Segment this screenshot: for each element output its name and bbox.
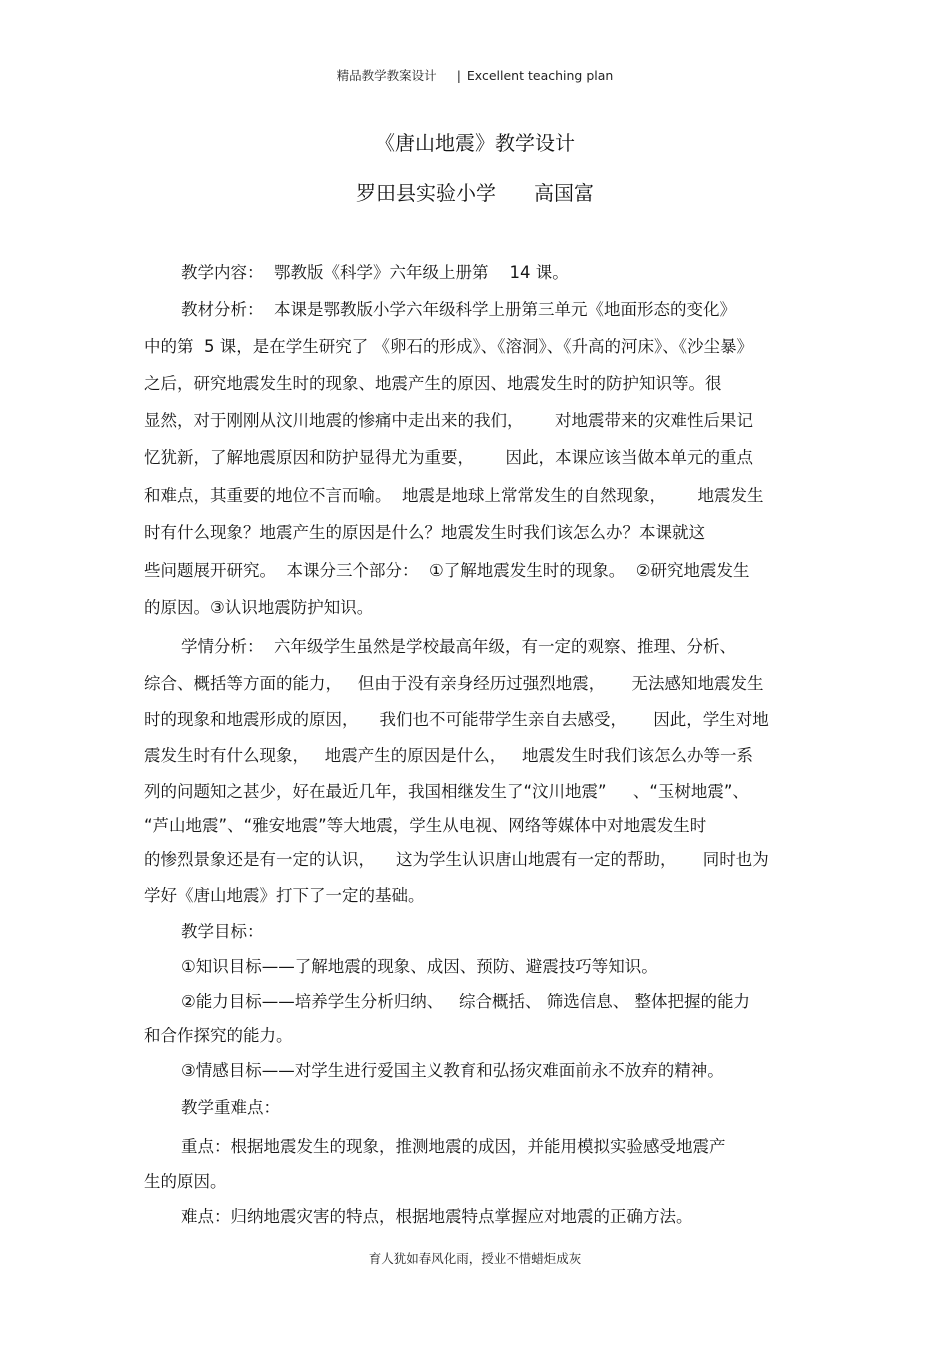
teaching-goals-heading: 教学目标： (181, 922, 264, 941)
body-line: 的惨烈景象还是有一定的认识， 这为学生认识唐山地震有一定的帮助， 同时也为 (144, 850, 769, 869)
body-line: 震发生时有什么现象， 地震产生的原因是什么， 地震发生时我们该怎么办等一系 (144, 746, 753, 765)
body-line: 中的第 5 课，是在学生研究了 《卵石的形成》、《溶洞》、《升高的河床》、《沙尘暴》 (144, 337, 753, 356)
body-line: 时的现象和地震形成的原因， 我们也不可能带学生亲自去感受， 因此，学生对地 (144, 710, 769, 729)
header-right-text: Excellent teaching plan (466, 68, 614, 83)
body-line: 显然，对于刚刚从汶川地震的惨痛中走出来的我们， 对地震带来的灾难性后果记 (144, 411, 753, 430)
material-analysis-line: 教材分析： 本课是鄂教版小学六年级科学上册第三单元《地面形态的变化》 (181, 300, 736, 319)
header-separator: | (456, 68, 461, 83)
page-header (0, 66, 950, 84)
body-line: 学好《唐山地震》打下了一定的基础。 (144, 886, 425, 905)
goal-emotion: ③情感目标——对学生进行爱国主义教育和弘扬灾难面前永不放弃的精神。 (181, 1061, 724, 1080)
student-analysis-line: 学情分析： 六年级学生虽然是学校最高年级，有一定的观察、推理、分析、 (181, 637, 736, 656)
body-line: 列的问题知之甚少，好在最近几年，我国相继发生了“汶川地震” 、“玉树地震”、 (144, 782, 749, 801)
author-name: 高国富 (534, 181, 594, 205)
body-line: “芦山地震”、“雅安地震”等大地震，学生从电视、网络等媒体中对地震发生时 (144, 816, 707, 835)
header-left-text: 精品教学教案设计 (336, 68, 437, 83)
body-line: 时有什么现象？地震产生的原因是什么？地震发生时我们该怎么办？本课就这 (144, 523, 705, 542)
key-points-heading: 教学重难点： (181, 1098, 280, 1117)
body-line: 些问题展开研究。 本课分三个部分： ①了解地震发生时的现象。 ②研究地震发生 (144, 561, 750, 580)
school-name: 罗田县实验小学 (356, 181, 496, 205)
body-line: 和合作探究的能力。 (144, 1026, 293, 1045)
body-line: 生的原因。 (144, 1172, 227, 1191)
body-line: 忆犹新，了解地震原因和防护显得尤为重要， 因此，本课应该当做本单元的重点 (144, 448, 753, 467)
body-line: 的原因。③认识地震防护知识。 (144, 598, 374, 617)
body-line: 之后，研究地震发生时的现象、地震产生的原因、地震发生时的防护知识等。很 (144, 374, 722, 393)
body-line: 综合、概括等方面的能力， 但由于没有亲身经历过强烈地震， 无法感知地震发生 (144, 674, 764, 693)
body-line: 和难点，其重要的地位不言而喻。 地震是地球上常常发生的自然现象， 地震发生 (144, 486, 764, 505)
document-subtitle (0, 177, 950, 206)
goal-knowledge: ①知识目标——了解地震的现象、成因、预防、避震技巧等知识。 (181, 957, 658, 976)
teaching-content-line: 教学内容： 鄂教版《科学》六年级上册第 14 课。 (181, 263, 569, 282)
page-footer: 育人犹如春风化雨，授业不惜蜡炬成灰 (368, 1251, 582, 1266)
key-point: 重点：根据地震发生的现象，推测地震的成因，并能用模拟实验感受地震产 (181, 1137, 726, 1156)
goal-ability: ②能力目标——培养学生分析归纳、 综合概括、 筛选信息、 整体把握的能力 (181, 992, 751, 1011)
difficult-point: 难点：归纳地震灾害的特点，根据地震特点掌握应对地震的正确方法。 (181, 1207, 693, 1226)
document-title: 《唐山地震》教学设计 (375, 131, 575, 155)
